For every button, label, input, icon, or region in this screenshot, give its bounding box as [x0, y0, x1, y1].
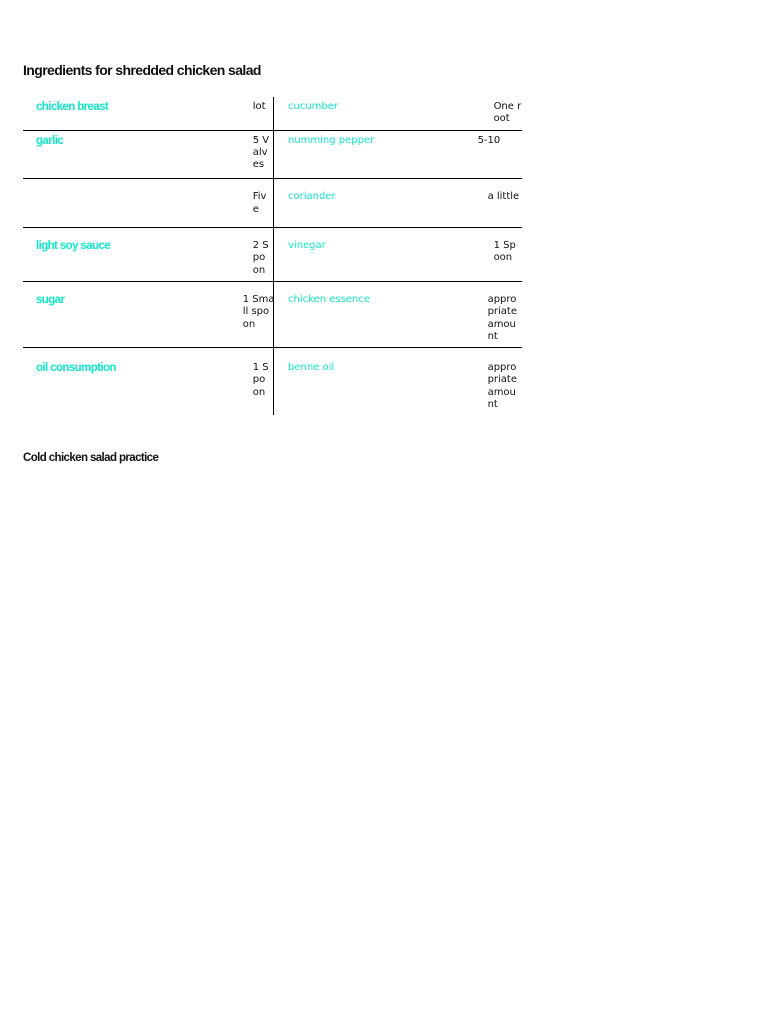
ingredient-name: cucumber: [274, 97, 470, 130]
ingredient-name: numming pepper: [274, 130, 470, 179]
table-row: [23, 97, 522, 130]
table-row: [23, 228, 522, 282]
quantity-text: Five: [252, 191, 267, 215]
ingredient-quantity: [238, 281, 274, 347]
quantity-text: 5-10: [477, 134, 501, 146]
section-heading: Cold chicken salad practice: [23, 452, 159, 464]
table-row: [23, 348, 522, 416]
table-row: [23, 281, 522, 347]
ingredient-name: chicken breast: [23, 97, 238, 130]
ingredient-quantity: [470, 348, 522, 416]
ingredient-name: garlic: [23, 130, 238, 179]
ingredient-name: benne oil: [288, 362, 335, 374]
quantity-text: a little: [487, 191, 520, 203]
quantity-text: One root: [493, 101, 522, 125]
ingredient-quantity: [238, 179, 274, 228]
ingredient-name: [23, 179, 238, 228]
ingredient-name: sugar: [23, 281, 238, 347]
ingredients-table: [23, 97, 522, 415]
ingredient-name: vinegar: [274, 228, 470, 282]
ingredient-quantity: [238, 130, 274, 179]
ingredient-name: light soy sauce: [23, 228, 238, 282]
table-row: [23, 179, 522, 228]
quantity-text: 1 Spoon: [252, 362, 269, 398]
quantity-text: appropriate amount: [487, 362, 518, 411]
ingredient-quantity: [470, 179, 522, 228]
quantity-text: lot: [252, 101, 266, 112]
quantity-text: 2 Spoon: [252, 240, 269, 276]
table-row: [23, 130, 522, 179]
ingredient-quantity: [470, 228, 522, 282]
ingredient-quantity: [238, 228, 274, 282]
ingredient-quantity: [238, 97, 274, 130]
ingredient-quantity: [470, 130, 522, 179]
quantity-text: appropriate amount: [487, 293, 518, 342]
ingredient-name: chicken essence: [274, 281, 470, 347]
ingredient-quantity: [470, 281, 522, 347]
quantity-text: 1 Small spoon: [242, 293, 275, 330]
quantity-text: 5 Valves: [252, 134, 270, 171]
ingredient-quantity: [238, 348, 274, 416]
ingredient-name: oil consumption: [36, 362, 116, 375]
ingredient-name: coriander: [274, 179, 470, 228]
ingredient-quantity: [470, 97, 522, 130]
quantity-text: 1 Spoon: [493, 240, 516, 264]
document-title: Ingredients for shredded chicken salad: [23, 62, 261, 78]
